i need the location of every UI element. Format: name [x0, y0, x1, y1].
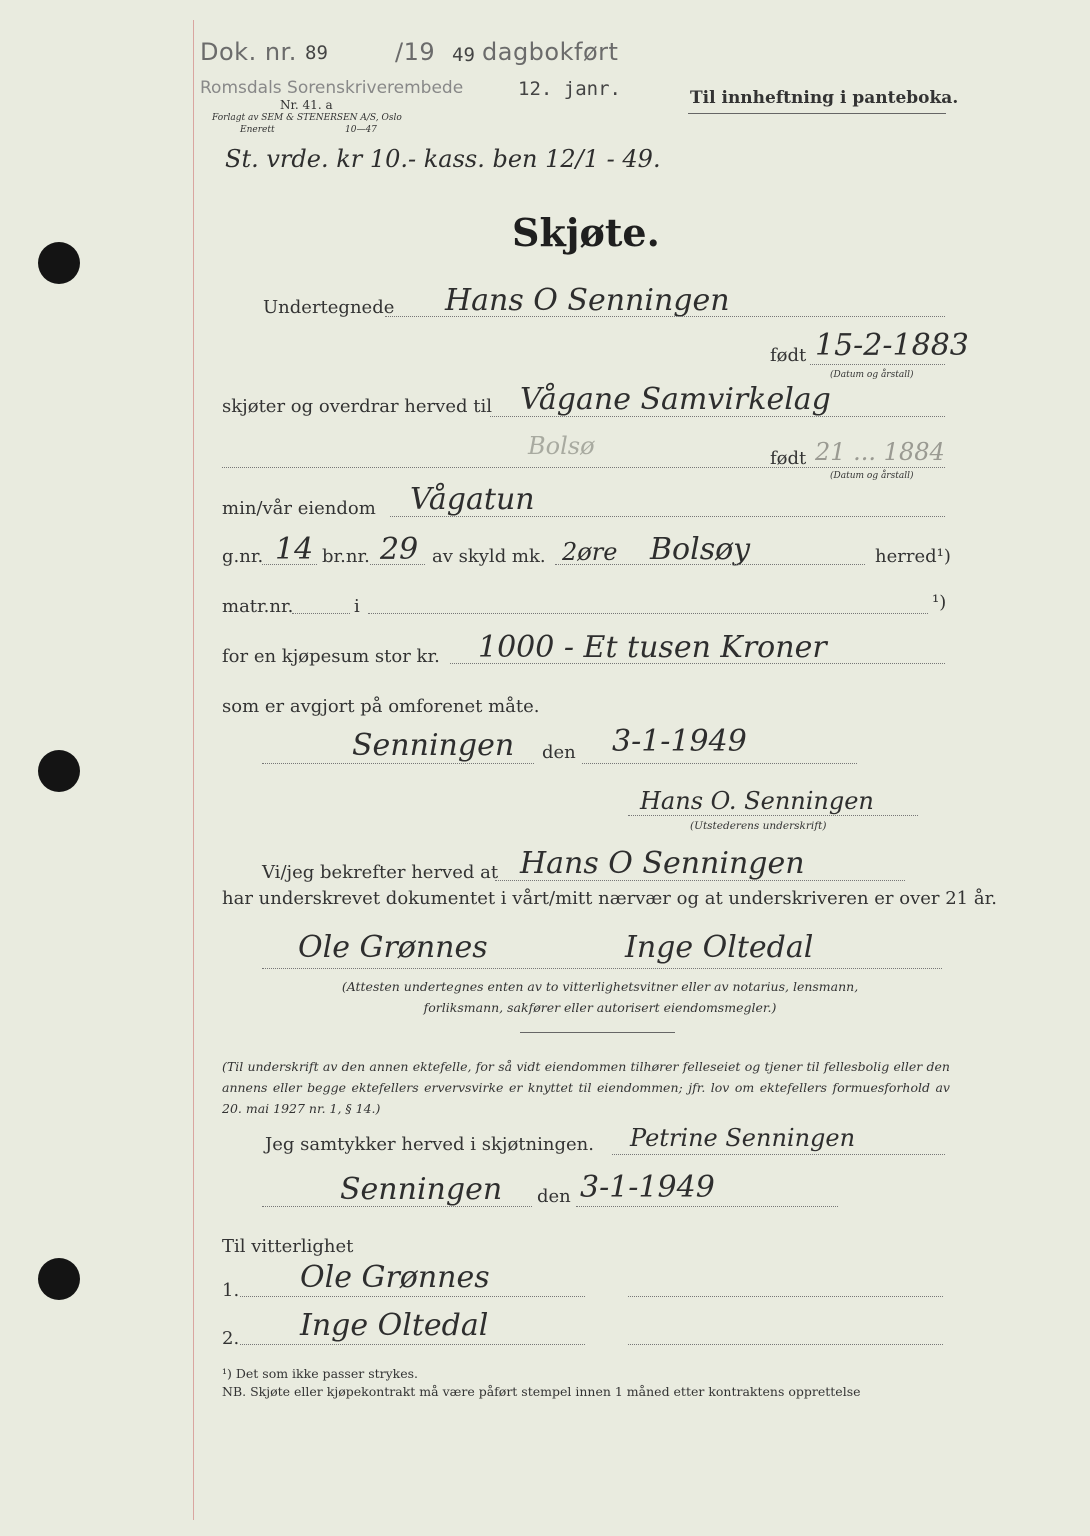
office-stamp: Romsdals Sorenskriverembede: [200, 78, 464, 98]
undertegnede-label: Undertegnede: [263, 297, 395, 318]
dok-nr: 89: [305, 42, 328, 64]
date-1: 3-1-1949: [612, 724, 747, 759]
eiendom-label: min/vår eiendom: [222, 498, 376, 519]
fodt2-label: født: [770, 448, 807, 469]
den-label: den: [542, 742, 576, 763]
punch-hole: [38, 1258, 80, 1300]
fee-note: St. vrde. kr 10.- kass. ben 12/1 - 49.: [225, 145, 661, 173]
avgjort-text: som er avgjort på omforenet måte.: [222, 696, 540, 717]
punch-hole: [38, 750, 80, 792]
divider: [520, 1032, 675, 1033]
margin-line: [193, 20, 194, 1520]
fodt-value: 15-2-1883: [815, 328, 969, 363]
den-label-2: den: [537, 1186, 571, 1207]
witness-num-2: 2.: [222, 1328, 240, 1349]
vi-label: Vi/jeg bekrefter herved at: [262, 862, 499, 883]
place-2: Senningen: [340, 1172, 503, 1207]
kjopesum-label: for en kjøpesum stor kr.: [222, 646, 440, 667]
skyld-value: 2øre: [562, 538, 618, 566]
herred-label: herred¹): [875, 546, 951, 567]
samtykker-text: Jeg samtykker herved i skjøtningen.: [265, 1134, 594, 1155]
witness-1-sign: Ole Grønnes: [298, 930, 488, 965]
brnr-label: br.nr.: [322, 546, 370, 567]
witness-2-sign: Inge Oltedal: [625, 930, 814, 965]
page-title: Skjøte.: [512, 210, 660, 255]
utsteder-hint: (Utstederens underskrift): [690, 820, 827, 832]
date-2: 3-1-1949: [580, 1170, 715, 1205]
eiendom-value: Vågatun: [410, 482, 535, 517]
form-rights: Enerett: [240, 125, 275, 135]
year-prefix: /19: [395, 38, 436, 66]
spouse-note: (Til underskrift av den annen ektefelle, for så vidt eiendommen tilhører felleseiet og tjener til fellesbolig eller den annens eller begge ektefellers ervervsvirke er knyttet til eiendommen; jfr. lov om ektefellers formuesforhold av 20. mai 1927 nr. 1, § 14.): [222, 1059, 950, 1116]
skjoter-value: Vågane Samvirkelag: [520, 382, 831, 417]
form-edition: 10—47: [345, 125, 377, 135]
header-underline: [688, 113, 946, 114]
gnr-value: 14: [275, 532, 314, 567]
attest-note: (Attesten undertegnes enten av to vitterlighetsvitner eller av notarius, lensmann, forliksmann, sakfører eller autorisert eiendomsmegler.): [341, 979, 859, 1015]
fodt2-value: 21 ... 1884: [815, 438, 945, 466]
faint-note: Bolsø: [528, 432, 595, 460]
underskrevet-text: har underskrevet dokumentet i vårt/mitt nærvær og at underskriveren er over 21 år.: [222, 888, 997, 909]
header-right: Til innheftning i panteboka.: [690, 88, 959, 108]
skjoter-label: skjøter og overdrar herved til: [222, 396, 492, 417]
vi-value: Hans O Senningen: [520, 846, 805, 881]
footnote-1: ¹) Det som ikke passer strykes.: [222, 1366, 419, 1381]
brnr-value: 29: [380, 532, 419, 567]
datum-hint: (Datum og årstall): [830, 370, 914, 380]
signature-1: Hans O. Senningen: [640, 787, 874, 815]
place-1: Senningen: [352, 728, 515, 763]
spouse-signature: Petrine Senningen: [630, 1124, 856, 1152]
i-label: i: [354, 596, 360, 617]
herred-value: Bolsøy: [650, 532, 751, 567]
vitterlighet-label: Til vitterlighet: [222, 1236, 354, 1257]
witness-line-2: Inge Oltedal: [300, 1308, 489, 1343]
form-number: Nr. 41. a: [280, 98, 333, 112]
form-publisher: Forlagt av SEM & STENERSEN A/S, Oslo: [212, 113, 402, 123]
dok-nr-label: Dok. nr.: [200, 38, 297, 66]
matr-label: matr.nr.: [222, 596, 294, 617]
punch-hole: [38, 242, 80, 284]
witness-line-1: Ole Grønnes: [300, 1260, 490, 1295]
kjopesum-value: 1000 - Et tusen Kroner: [478, 630, 827, 665]
footnote-2: NB. Skjøte eller kjøpekontrakt må være påført stempel innen 1 måned etter kontraktens opprettelse: [222, 1384, 861, 1399]
fodt-label: født: [770, 345, 807, 366]
stamp-date: 12. janr.: [518, 78, 621, 100]
gnr-label: g.nr.: [222, 546, 264, 567]
footmark: ¹): [932, 592, 947, 613]
witness-num-1: 1.: [222, 1280, 240, 1301]
datum-hint-2: (Datum og årstall): [830, 471, 914, 481]
skyld-label: av skyld mk.: [432, 546, 546, 567]
dagbokfort-stamp: dagbokført: [482, 38, 619, 66]
undertegnede-value: Hans O Senningen: [445, 283, 730, 318]
year-suffix: 49: [452, 44, 475, 66]
